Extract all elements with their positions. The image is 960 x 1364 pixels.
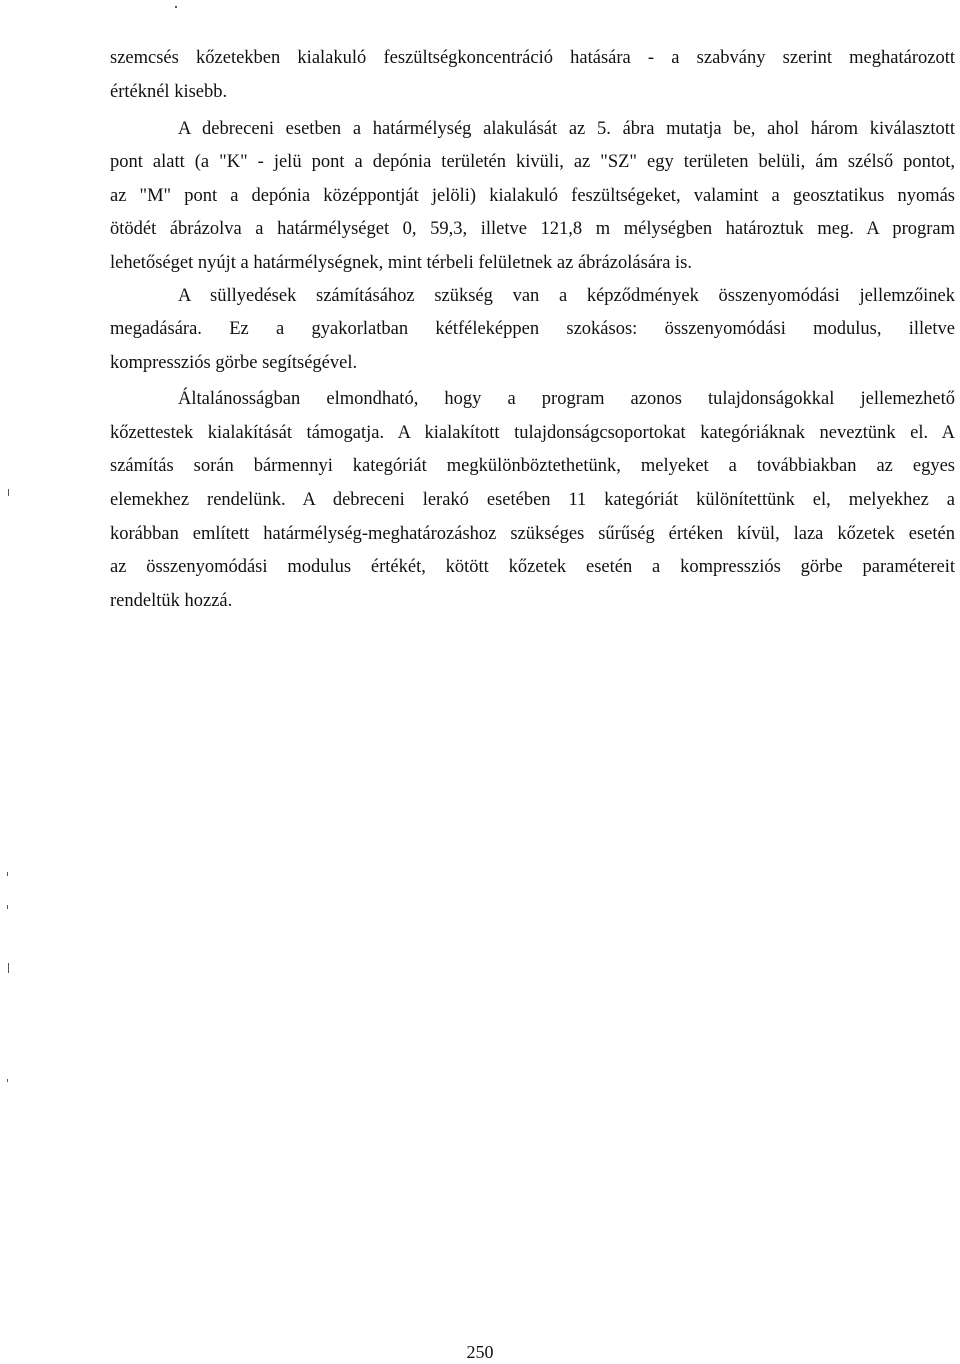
text-line: lehetőséget nyújt a határmélységnek, mint térbeli felületnek az ábrázolására is. bbox=[110, 253, 692, 273]
scan-speck bbox=[175, 6, 177, 8]
text-line: kompressziós görbe segítségével. bbox=[110, 353, 358, 373]
scan-speck bbox=[7, 1079, 8, 1082]
text-line: számítás során bármennyi kategóriát megkülönböztethetünk, melyeket a továbbiakban az egyes bbox=[110, 456, 955, 476]
text-line: rendeltük hozzá. bbox=[110, 591, 233, 611]
text-line: korábban említett határmélység-meghatározáshoz szükséges sűrűség értéken kívül, laza kőzetek esetén bbox=[110, 524, 955, 544]
scan-speck bbox=[7, 905, 8, 909]
scan-speck bbox=[7, 872, 8, 876]
page-number: 250 bbox=[466, 1342, 494, 1362]
text-line: kőzettestek kialakítását támogatja. A kialakított tulajdonságcsoportokat kategóriáknak neveztünk el. A bbox=[110, 423, 955, 443]
text-line: értéknél kisebb. bbox=[110, 82, 228, 102]
scan-speck bbox=[8, 489, 9, 496]
text-line: ötödét ábrázolva a határmélységet 0, 59,3, illetve 121,8 m mélységben határoztuk meg. A program bbox=[110, 219, 955, 239]
text-line: az "M" pont a depónia középpontját jelöli) kialakuló feszültségeket, valamint a geosztatikus nyomás bbox=[110, 186, 955, 206]
text-line: Általánosságban elmondható, hogy a program azonos tulajdonságokkal jellemezhető bbox=[178, 389, 955, 409]
scan-speck bbox=[8, 963, 9, 973]
text-line: az összenyomódási modulus értékét, kötött kőzetek esetén a kompressziós görbe paramétereit bbox=[110, 557, 955, 577]
text-line: szemcsés kőzetekben kialakuló feszültségkoncentráció hatására - a szabvány szerint meghatározott bbox=[110, 48, 955, 68]
text-line: megadására. Ez a gyakorlatban kétféleképpen szokásos: összenyomódási modulus, illetve bbox=[110, 319, 955, 339]
text-line: A debreceni esetben a határmélység alakulását az 5. ábra mutatja be, ahol három kiválasztott bbox=[178, 119, 955, 139]
text-line: pont alatt (a "K" - jelü pont a depónia területén kivüli, az "SZ" egy területen belüli, ám szélső pontot, bbox=[110, 152, 955, 172]
text-line: A süllyedések számításához szükség van a képződmények összenyomódási jellemzőinek bbox=[178, 286, 955, 306]
text-line: elemekhez rendelünk. A debreceni lerakó esetében 11 kategóriát különítettünk el, melyekhez a bbox=[110, 490, 955, 510]
